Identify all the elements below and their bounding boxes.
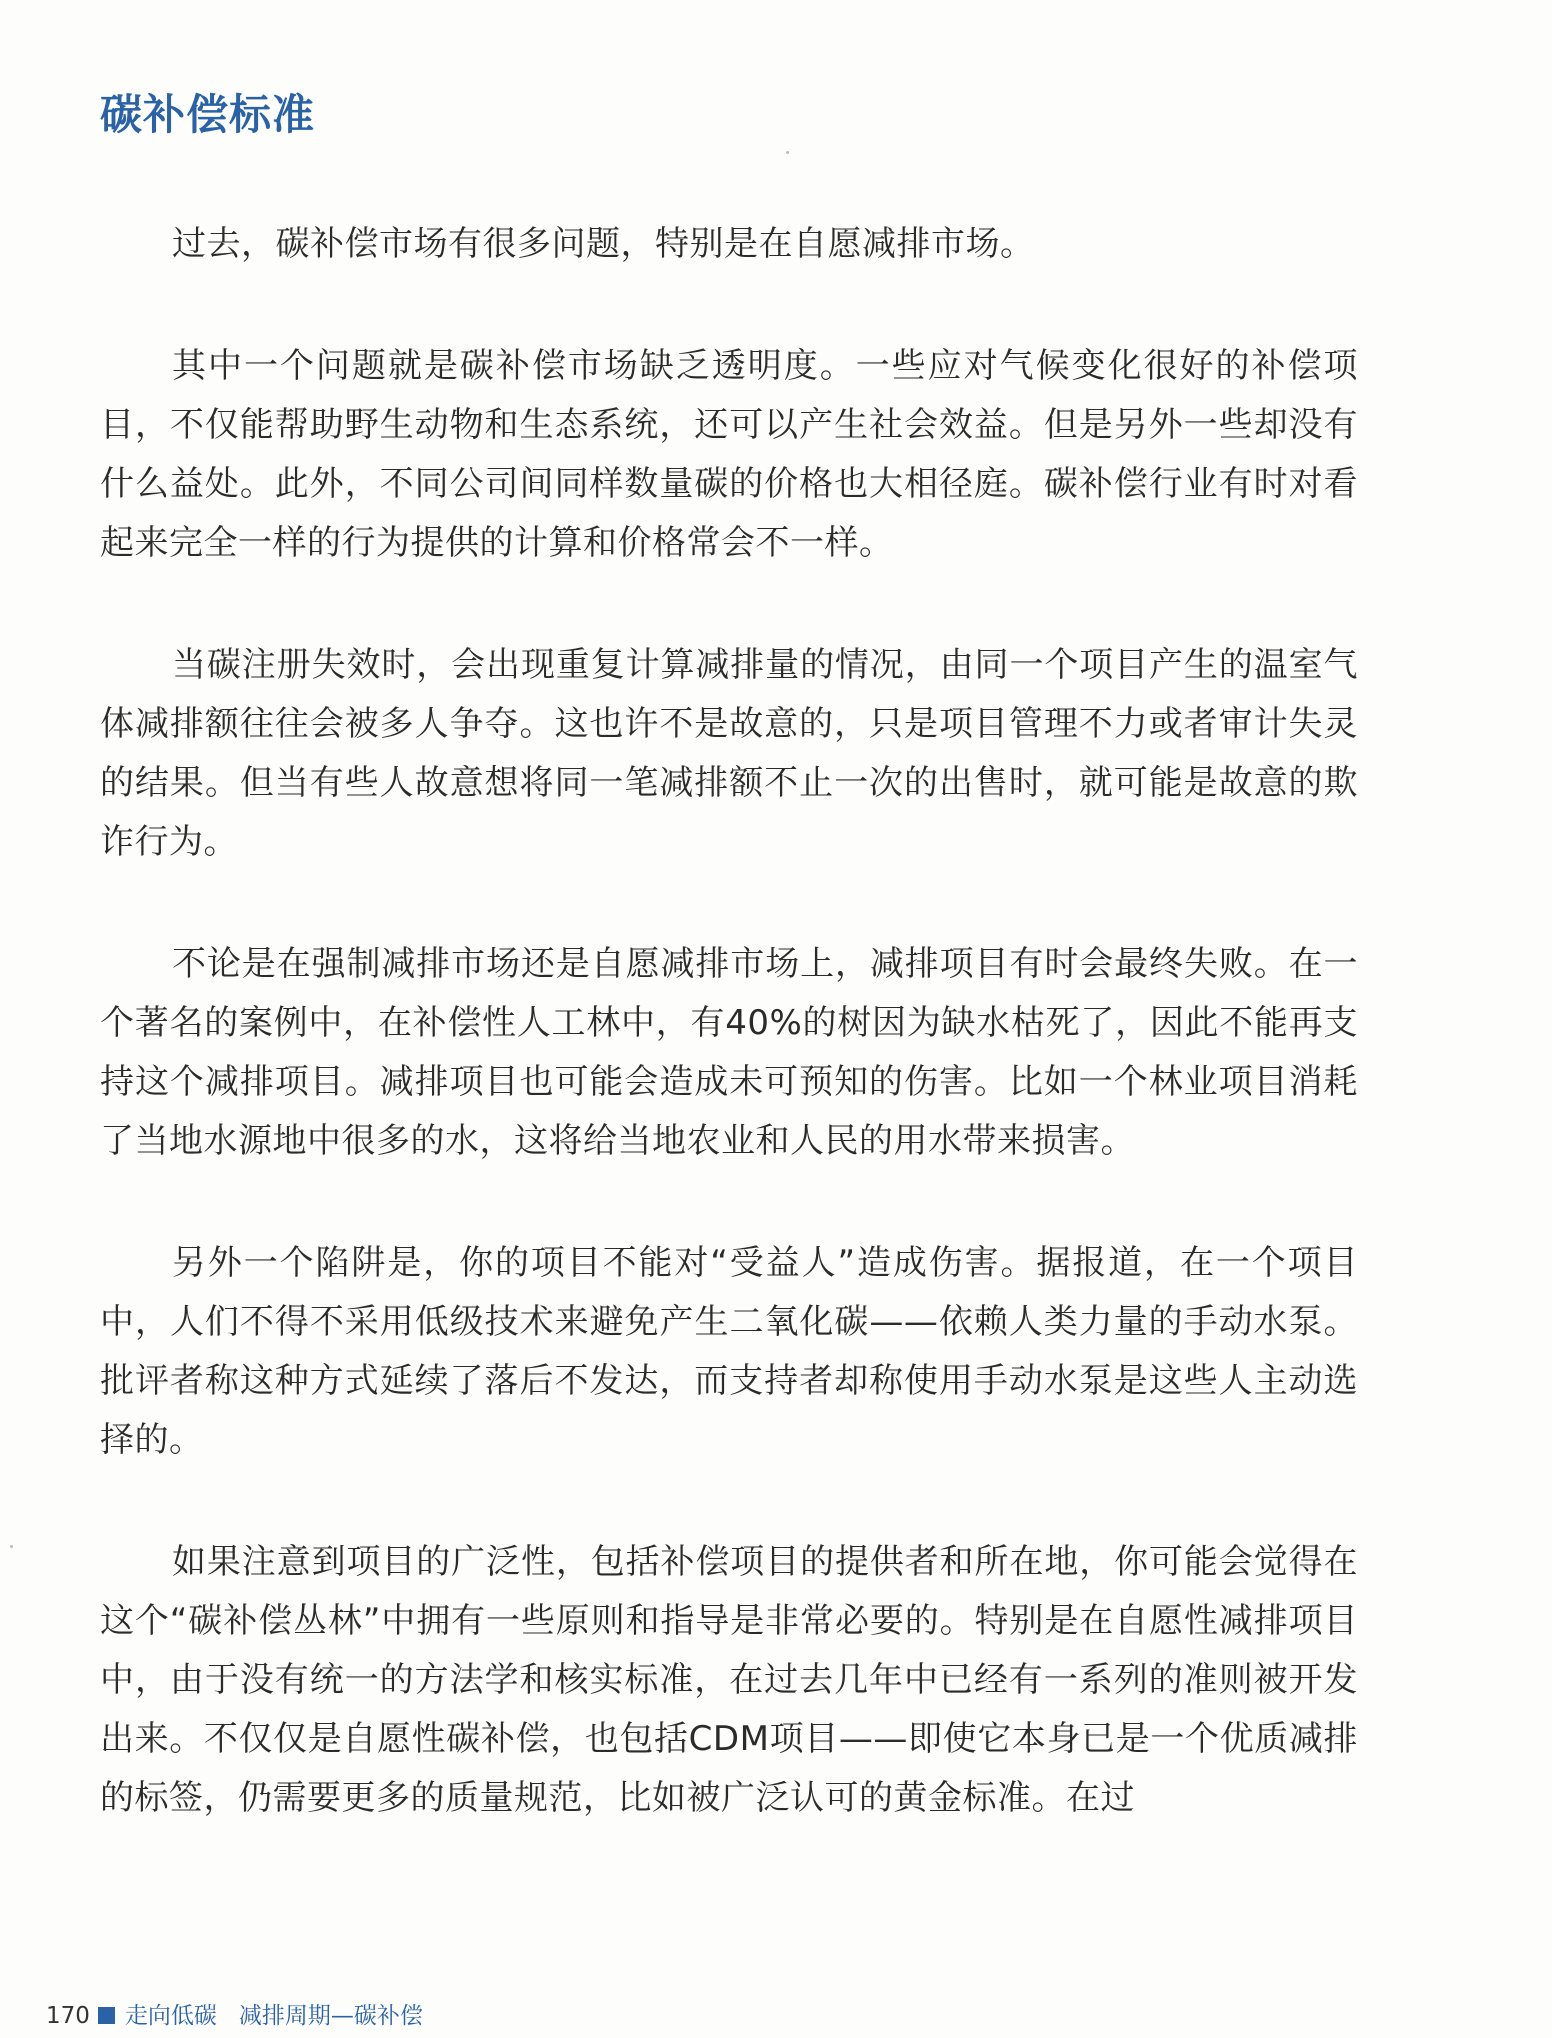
scan-speck [786,151,789,154]
paragraph-3: 当碳注册失效时，会出现重复计算减排量的情况，由同一个项目产生的温室气体减排额往往会被多人争夺。这也许不是故意的，只是项目管理不力或者审计失灵的结果。但当有些人故意想将同一笔减排额不止一次的出售时，就可能是故意的欺诈行为。 [100,645,1358,862]
section-heading: 碳补偿标准 [100,90,316,139]
paragraph-1: 过去，碳补偿市场有很多问题，特别是在自愿减排市场。 [172,224,1035,264]
scan-speck [10,1545,13,1548]
book-title: 走向低碳 [124,2003,217,2029]
page-footer [46,2001,423,2031]
body-text [100,215,1358,1891]
chapter-title: 减排周期—碳补偿 [238,2003,423,2029]
page-number: 170 [46,2003,90,2029]
paragraph-5: 另外一个陷阱是，你的项目不能对“受益人”造成伤害。据报道，在一个项目中，人们不得不采用低级技术来避免产生二氧化碳——依赖人类力量的手动水泵。批评者称这种方式延续了落后不发达，而支持者却称使用手动水泵是这些人主动选择的。 [100,1243,1358,1460]
paragraph-4: 不论是在强制减排市场还是自愿减排市场上，减排项目有时会最终失败。在一个著名的案例中，在补偿性人工林中，有40%的树因为缺水枯死了，因此不能再支持这个减排项目。减排项目也可能会造成未可预知的伤害。比如一个林业项目消耗了当地水源地中很多的水，这将给当地农业和人民的用水带来损害。 [100,944,1358,1161]
square-bullet-icon [98,2007,115,2024]
paragraph-6: 如果注意到项目的广泛性，包括补偿项目的提供者和所在地，你可能会觉得在这个“碳补偿丛林”中拥有一些原则和指导是非常必要的。特别是在自愿性减排项目中，由于没有统一的方法学和核实标准，在过去几年中已经有一系列的准则被开发出来。不仅仅是自愿性碳补偿，也包括CDM项目——即使它本身已是一个优质减排的标签，仍需要更多的质量规范，比如被广泛认可的黄金标准。在过 [100,1542,1358,1818]
paragraph-2: 其中一个问题就是碳补偿市场缺乏透明度。一些应对气候变化很好的补偿项目，不仅能帮助野生动物和生态系统，还可以产生社会效益。但是另外一些却没有什么益处。此外，不同公司间同样数量碳的价格也大相径庭。碳补偿行业有时对看起来完全一样的行为提供的计算和价格常会不一样。 [100,346,1358,563]
